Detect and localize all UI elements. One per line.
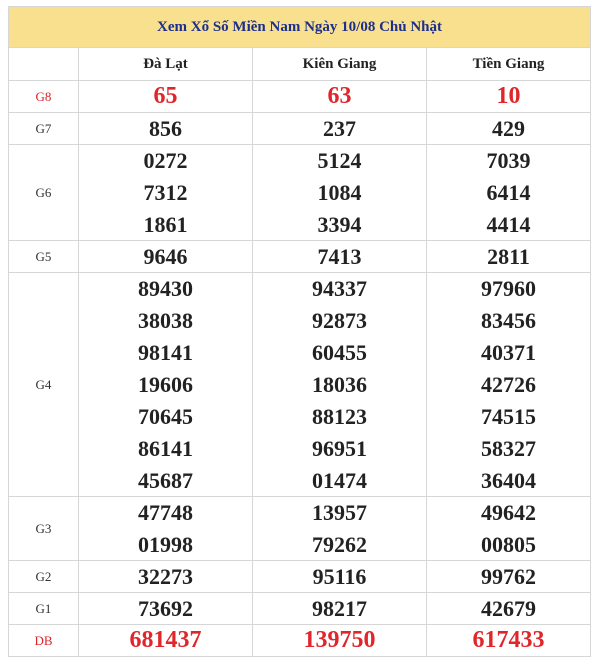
lottery-results [8, 6, 590, 657]
prize-row [9, 145, 591, 177]
result-number: 88123 [253, 401, 427, 433]
results-title: Xem Xổ Số Miền Nam Ngày 10/08 Chủ Nhật [9, 7, 591, 48]
result-number: 79262 [253, 529, 427, 561]
result-number: 42679 [427, 593, 591, 625]
result-number: 01474 [253, 465, 427, 497]
result-number: 86141 [79, 433, 253, 465]
result-number: 429 [427, 113, 591, 145]
result-number: 18036 [253, 369, 427, 401]
result-number: 5124 [253, 145, 427, 177]
province-header: Kiên Giang [253, 48, 427, 81]
prize-label: G7 [9, 113, 79, 145]
prize-row [9, 209, 591, 241]
result-number: 49642 [427, 497, 591, 529]
result-number: 01998 [79, 529, 253, 561]
result-number: 4414 [427, 209, 591, 241]
result-number: 617433 [427, 625, 591, 657]
prize-row [9, 529, 591, 561]
prize-label: G4 [9, 273, 79, 497]
result-number: 94337 [253, 273, 427, 305]
prize-row [9, 337, 591, 369]
result-number: 6414 [427, 177, 591, 209]
result-number: 63 [253, 81, 427, 113]
result-number: 7413 [253, 241, 427, 273]
prize-row [9, 465, 591, 497]
result-number: 95116 [253, 561, 427, 593]
result-number: 13957 [253, 497, 427, 529]
prize-row [9, 497, 591, 529]
results-body [9, 81, 591, 657]
result-number: 60455 [253, 337, 427, 369]
province-header: Tiền Giang [427, 48, 591, 81]
prize-row [9, 305, 591, 337]
prize-row [9, 241, 591, 273]
result-number: 3394 [253, 209, 427, 241]
result-number: 681437 [79, 625, 253, 657]
prize-label: G8 [9, 81, 79, 113]
result-number: 97960 [427, 273, 591, 305]
result-number: 83456 [427, 305, 591, 337]
result-number: 2811 [427, 241, 591, 273]
result-number: 856 [79, 113, 253, 145]
result-number: 36404 [427, 465, 591, 497]
result-number: 00805 [427, 529, 591, 561]
prize-row [9, 593, 591, 625]
prize-row [9, 81, 591, 113]
result-number: 38038 [79, 305, 253, 337]
result-number: 7312 [79, 177, 253, 209]
result-number: 98141 [79, 337, 253, 369]
prize-label: G2 [9, 561, 79, 593]
result-number: 40371 [427, 337, 591, 369]
prize-row [9, 273, 591, 305]
result-number: 237 [253, 113, 427, 145]
result-number: 9646 [79, 241, 253, 273]
result-number: 0272 [79, 145, 253, 177]
results-table [8, 6, 591, 657]
prize-label: DB [9, 625, 79, 657]
result-number: 92873 [253, 305, 427, 337]
result-number: 7039 [427, 145, 591, 177]
result-number: 19606 [79, 369, 253, 401]
result-number: 10 [427, 81, 591, 113]
result-number: 73692 [79, 593, 253, 625]
result-number: 139750 [253, 625, 427, 657]
province-header: Đà Lạt [79, 48, 253, 81]
result-number: 1861 [79, 209, 253, 241]
prize-row [9, 401, 591, 433]
result-number: 42726 [427, 369, 591, 401]
prize-row [9, 113, 591, 145]
result-number: 1084 [253, 177, 427, 209]
prize-row [9, 433, 591, 465]
prize-label: G3 [9, 497, 79, 561]
prize-label: G5 [9, 241, 79, 273]
prize-label: G1 [9, 593, 79, 625]
result-number: 47748 [79, 497, 253, 529]
prize-row [9, 625, 591, 657]
prize-label: G6 [9, 145, 79, 241]
result-number: 32273 [79, 561, 253, 593]
result-number: 58327 [427, 433, 591, 465]
result-number: 98217 [253, 593, 427, 625]
result-number: 96951 [253, 433, 427, 465]
result-number: 74515 [427, 401, 591, 433]
result-number: 45687 [79, 465, 253, 497]
prize-row [9, 561, 591, 593]
prize-header-blank [9, 48, 79, 81]
prize-row [9, 177, 591, 209]
prize-row [9, 369, 591, 401]
result-number: 99762 [427, 561, 591, 593]
result-number: 89430 [79, 273, 253, 305]
result-number: 70645 [79, 401, 253, 433]
result-number: 65 [79, 81, 253, 113]
